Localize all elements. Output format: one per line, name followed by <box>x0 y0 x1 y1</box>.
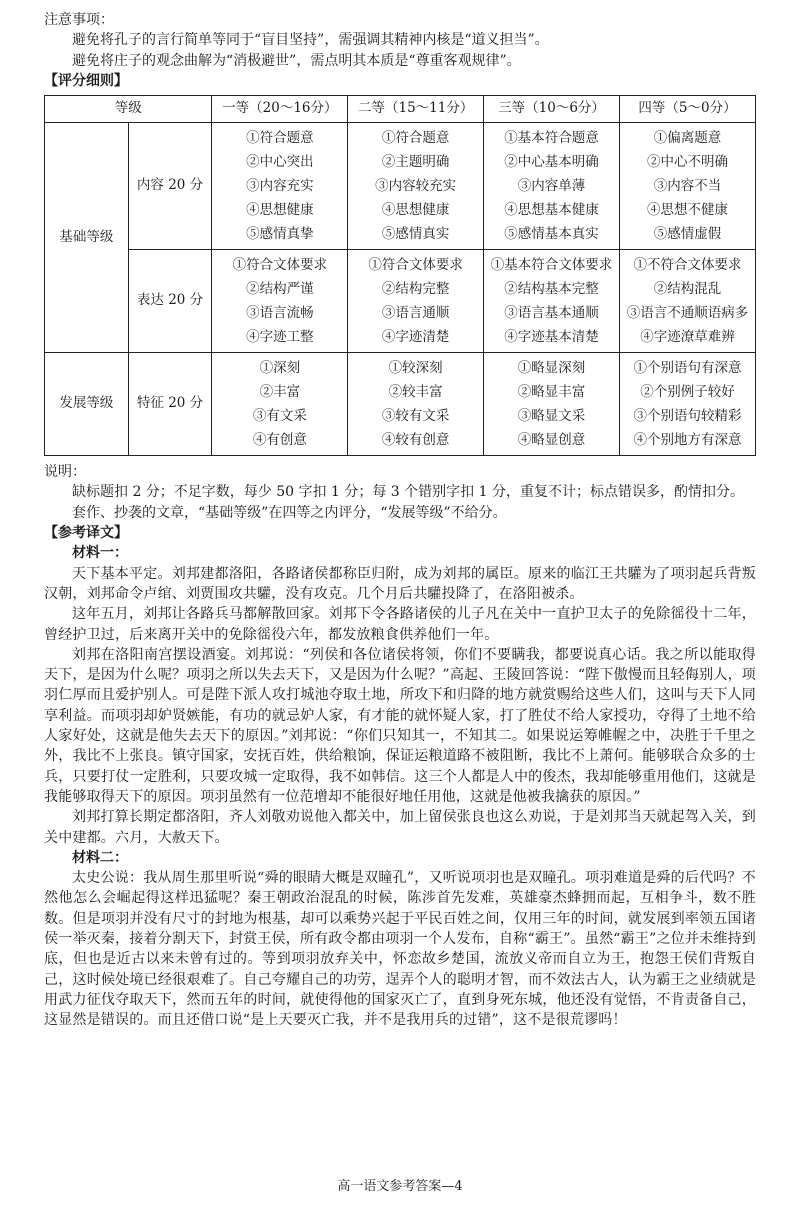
rubric-item: ⑤感情虚假 <box>653 226 722 243</box>
rubric-cell <box>620 250 756 353</box>
rubric-item: ③语言不通顺语病多 <box>626 305 749 322</box>
rubric-item: ①偏离题意 <box>653 130 722 147</box>
rubric-item: ②结构完整 <box>381 281 450 298</box>
material-2-para-1: 太史公说：我从周生那里听说“舜的眼睛大概是双瞳孔”，又听说项羽也是双瞳孔。项羽难道是舜的后代吗？不然他怎么会崛起得这样迅猛呢？秦王朝政治混乱的时候，陈涉首先发难，英雄豪杰蜂拥而起，互相争斗，数不胜数。但是项羽并没有尺寸的封地为根基，却可以乘势兴起于平民百姓之间，仅用三年的时间，就发展到率领五国诸侯一举灭秦，接着分割天下，封赏王侯，所有政令都由项羽一个人发布，自称“霸王”。虽然“霸王”之位并未维持到底，但也是近古以来未曾有过的。等到项羽放弃关中，怀恋故乡楚国，流放义帝而自立为王，抱怨王侯们背叛自己，这时候处境已经很艰难了。自己夸耀自己的功劳，逞弄个人的聪明才智，而不效法古人，认为霸王之业绩就是用武力征伐夺取天下，然而五年的时间，就使得他的国家灭亡了，直到身死东城，他还没有觉悟，不肯责备自己，这显然是错误的。而且还借口说“是上天要灭亡我，并不是我用兵的过错”，这不是很荒谬吗！ <box>44 870 756 1029</box>
rubric-cell <box>620 353 756 456</box>
rubric-row-feature <box>45 353 756 456</box>
rubric-cell <box>348 353 484 456</box>
material-1-para-1: 天下基本平定。刘邦建都洛阳，各路诸侯都称臣归附，成为刘邦的属臣。原来的临江王共驩为了项羽起兵背叛汉朝，刘邦命令卢绾、刘贾围攻共驩，没有攻克。几个月后共驩投降了，在洛阳被杀。 <box>44 565 756 602</box>
rubric-item: ③有文采 <box>252 408 307 425</box>
rubric-item: ④有创意 <box>252 432 307 449</box>
rubric-item: ①个别语句有深意 <box>633 360 742 377</box>
material-1-para-3: 刘邦在洛阳南宫摆设酒宴。刘邦说：“列侯和各位诸侯将领，你们不要瞒我，都要说真心话。我之所以能取得天下，是因为什么呢？项羽之所以失去天下，又是因为什么呢？”高起、王陵回答说：“陛下傲慢而且轻侮别人，项羽仁厚而且爱护别人。可是陛下派人攻打城池夺取土地，所攻下和归降的地方就赏赐给这些人们，这叫与天下人同享利益。而项羽却妒贤嫉能，有功的就忌妒人家，有才能的就怀疑人家，打了胜仗不给人家授功，夺得了土地不给人家好处，这就是他失去天下的原因。”刘邦说：“你们只知其一，不知其二。如果说运筹帷幄之中，决胜于千里之外，我比不上张良。镇守国家，安抚百姓，供给粮饷，保证运粮道路不被阻断，我比不上萧何。能够联合众多的士兵，只要打仗一定胜利，只要攻城一定取得，我不如韩信。这三个人都是人中的俊杰，我却能够重用他们，这就是我能够取得天下的原因。项羽虽然有一位范增却不能很好地任用他，这就是他被我擒获的原因。” <box>44 646 756 805</box>
rubric-item: ⑤感情基本真实 <box>504 226 599 243</box>
rubric-row-expression <box>45 250 756 353</box>
rubric-item: ④字迹潦草难辨 <box>640 329 735 346</box>
rubric-item: ②较丰富 <box>388 384 443 401</box>
page <box>44 10 756 1031</box>
rubric-item: ②中心突出 <box>246 154 314 171</box>
rubric-header-fourth: 四等（5～0分） <box>620 96 756 123</box>
notes-item-2: 避免将庄子的观念曲解为“消极避世”，需点明其本质是“尊重客观规律”。 <box>72 52 521 69</box>
material-1-title: 材料一： <box>72 545 128 562</box>
rubric-item: ③语言流畅 <box>246 305 314 322</box>
translation-title: 【参考译文】 <box>44 525 128 542</box>
rubric-cell <box>348 123 484 250</box>
rubric-cell <box>212 250 348 353</box>
rubric-item: ④字迹清楚 <box>381 329 450 346</box>
rubric-row-label-content: 内容 20 分 <box>128 123 212 250</box>
rubric-item: ②结构严谨 <box>246 281 314 298</box>
rubric-item: ②主题明确 <box>381 154 450 171</box>
rubric-item: ⑤感情真挚 <box>246 226 314 243</box>
rubric-item: ②结构基本完整 <box>504 281 599 298</box>
rubric-group-basic: 基础等级 <box>45 123 129 353</box>
rubric-item: ③略显文采 <box>517 408 586 425</box>
rubric-cell <box>484 250 620 353</box>
rubric-header-third: 三等（10～6分） <box>484 96 620 123</box>
rubric-cell <box>620 123 756 250</box>
rubric-item: ①不符合文体要求 <box>633 257 742 274</box>
rubric-item: ②中心不明确 <box>647 154 728 171</box>
rubric-item: ③语言通顺 <box>381 305 450 322</box>
rubric-item: ③语言基本通顺 <box>504 305 599 322</box>
rubric-item: ④思想基本健康 <box>504 202 599 219</box>
notes-title: 注意事项： <box>44 12 114 28</box>
rubric-item: ④思想不健康 <box>647 202 728 219</box>
rubric-row-label-feature: 特征 20 分 <box>128 353 212 456</box>
rubric-item: ②个别例子较好 <box>640 384 735 401</box>
material-1-para-2: 这年五月，刘邦让各路兵马都解散回家。刘邦下令各路诸侯的儿子凡在关中一直护卫太子的免除徭役十二年，曾经护卫过，后来离开关中的免除徭役六年，都发放粮食供养他们一年。 <box>44 606 756 643</box>
page-footer: 高一语文参考答案—4 <box>337 1179 463 1194</box>
rubric-item: ④思想健康 <box>381 202 450 219</box>
rubric-item: ④思想健康 <box>246 202 314 219</box>
rubric-row-content <box>45 123 756 250</box>
rubric-header-second: 二等（15～11分） <box>348 96 484 123</box>
rubric-cell <box>212 353 348 456</box>
rubric-row-label-expression: 表达 20 分 <box>128 250 212 353</box>
rubric-cell <box>484 123 620 250</box>
rubric-cell <box>212 123 348 250</box>
explain-title: 说明： <box>44 464 86 481</box>
rubric-title: 【评分细则】 <box>44 72 128 89</box>
rubric-item: ①基本符合题意 <box>504 130 599 147</box>
rubric-item: ②结构混乱 <box>653 281 722 298</box>
material-2-title: 材料二： <box>72 849 128 866</box>
rubric-table <box>44 95 756 456</box>
rubric-header-grade: 等级 <box>45 96 212 123</box>
rubric-item: ④字迹工整 <box>246 329 314 346</box>
explain-item-2: 套作、抄袭的文章，“基础等级”在四等之内评分，“发展等级”不给分。 <box>72 504 507 521</box>
rubric-item: ①较深刻 <box>388 360 443 377</box>
rubric-cell <box>348 250 484 353</box>
rubric-item: ③内容较充实 <box>375 178 457 195</box>
rubric-header-row <box>45 96 756 123</box>
rubric-item: ①深刻 <box>259 360 301 377</box>
rubric-item: ③内容单薄 <box>517 178 586 195</box>
rubric-item: ④较有创意 <box>381 432 450 449</box>
rubric-item: ⑤感情真实 <box>381 226 450 243</box>
rubric-header-first: 一等（20～16分） <box>212 96 348 123</box>
rubric-item: ④字迹基本清楚 <box>504 329 599 346</box>
rubric-cell <box>484 353 620 456</box>
rubric-item: ③较有文采 <box>381 408 450 425</box>
rubric-item: ④略显创意 <box>517 432 586 449</box>
rubric-item: ①符合文体要求 <box>232 257 328 274</box>
rubric-item: ①符合文体要求 <box>368 257 463 274</box>
rubric-group-development: 发展等级 <box>45 353 129 456</box>
rubric-item: ①略显深刻 <box>517 360 586 377</box>
rubric-item: ①基本符合文体要求 <box>490 257 613 274</box>
explain-item-1: 缺标题扣 2 分；不足字数，每少 50 字扣 1 分；每 3 个错别字扣 1 分，重复不计；标点错误多，酌情扣分。 <box>72 484 744 501</box>
rubric-item: ③个别语句较精彩 <box>633 408 742 425</box>
notes-item-1: 避免将孔子的言行简单等同于“盲目坚持”，需强调其精神内核是“道义担当”。 <box>72 32 549 49</box>
rubric-item: ①符合题意 <box>381 130 450 147</box>
rubric-item: ③内容不当 <box>653 178 722 195</box>
rubric-item: ②略显丰富 <box>517 384 586 401</box>
rubric-item: ②丰富 <box>259 384 301 401</box>
rubric-item: ④个别地方有深意 <box>633 432 742 449</box>
rubric-item: ②中心基本明确 <box>504 154 599 171</box>
rubric-item: ①符合题意 <box>246 130 314 147</box>
rubric-item: ③内容充实 <box>246 178 314 195</box>
material-1-para-4: 刘邦打算长期定都洛阳，齐人刘敬劝说他入都关中，加上留侯张良也这么劝说，于是刘邦当天就起驾入关，到关中建都。六月，大赦天下。 <box>44 809 756 846</box>
